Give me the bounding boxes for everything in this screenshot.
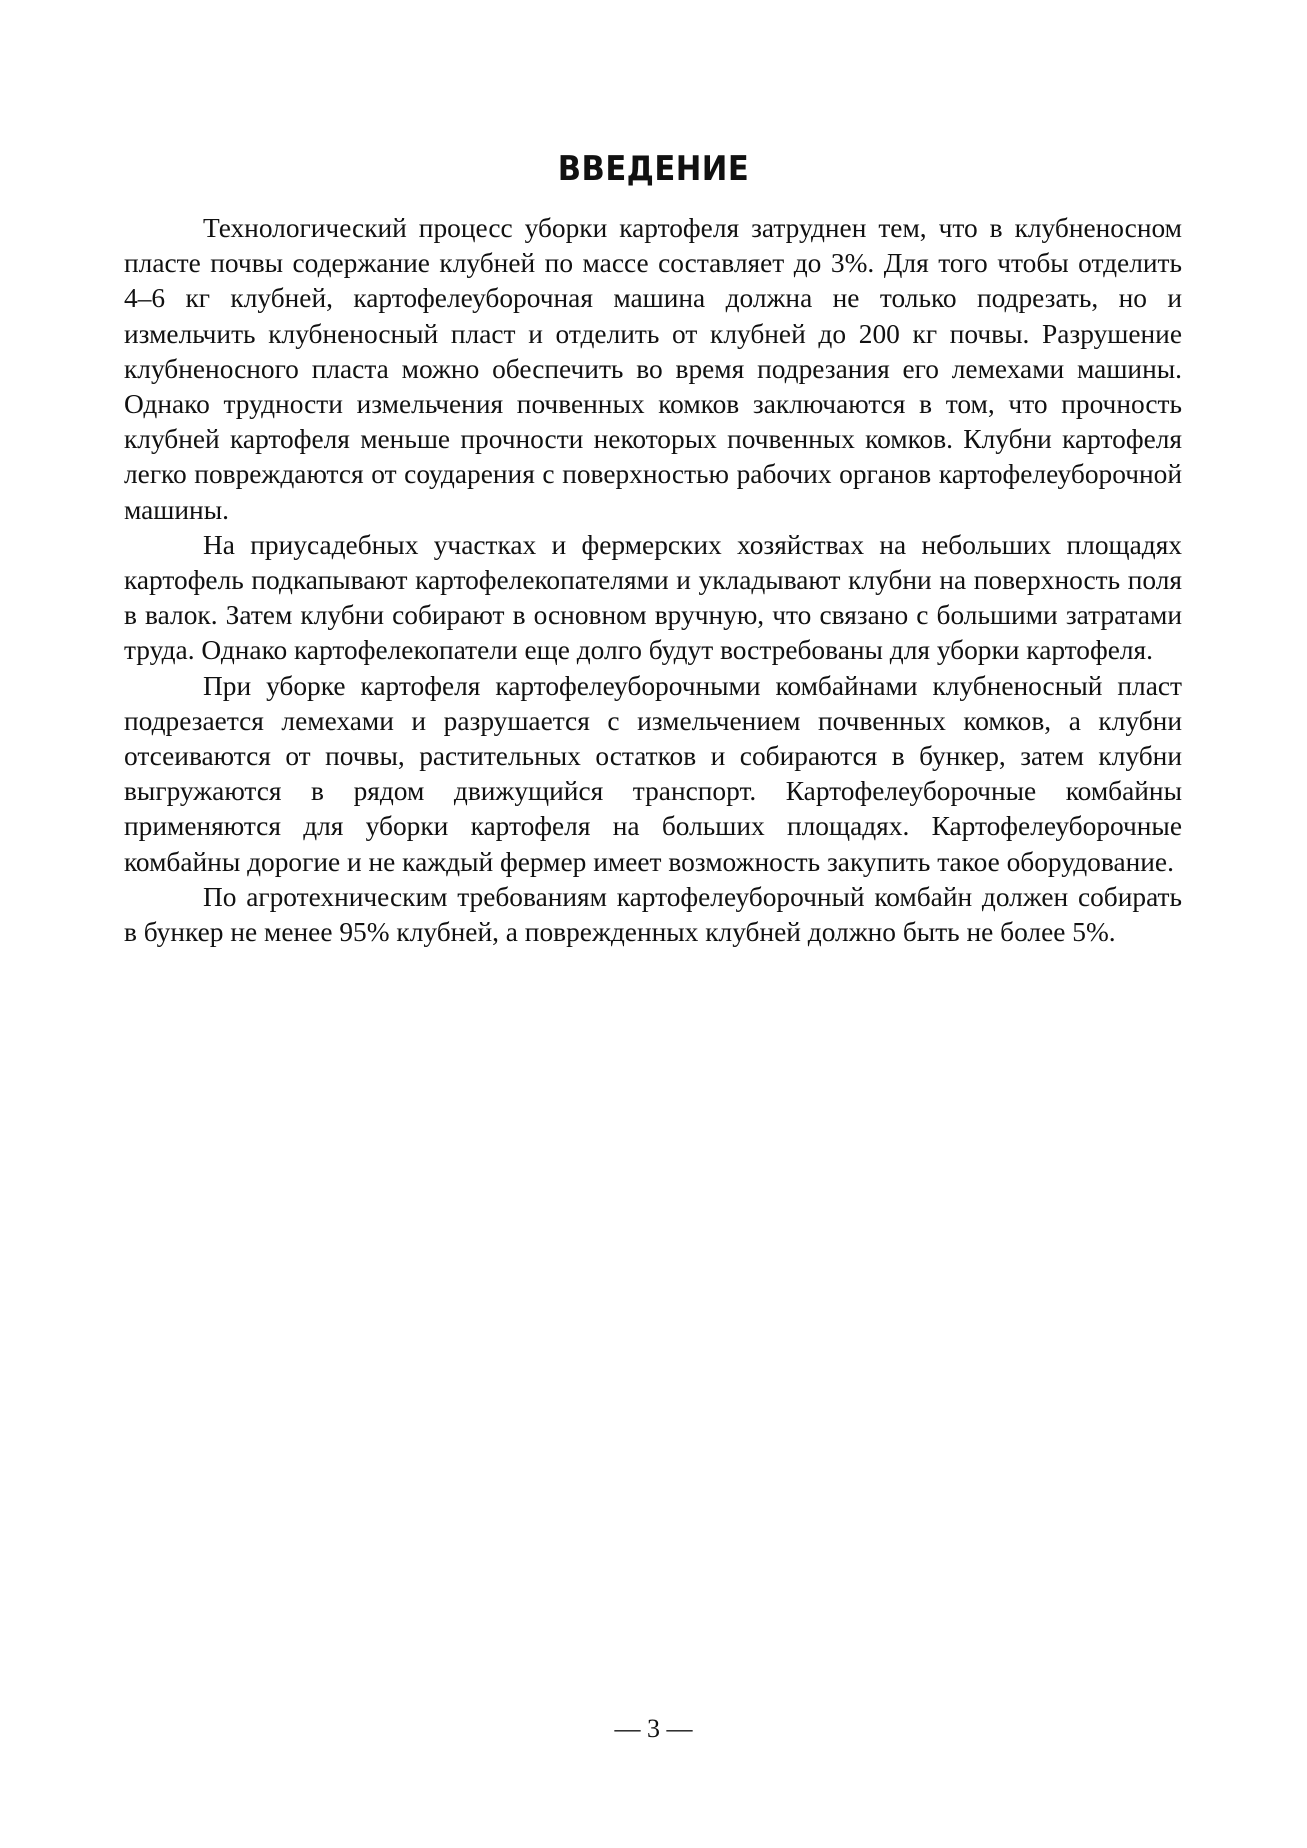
paragraph-4: По агротехническим требованиям картофелеуборочный комбайн должен собирать в бункер не менее 95% клубней, а поврежденных клубней должно быть не более 5%. (124, 881, 1182, 948)
body-text (124, 211, 1182, 950)
paragraph-2: На приусадебных участках и фермерских хозяйствах на небольших площадях картофель подкапывают картофелекопателями и укладывают клубни на поверхность поля в валок. Затем клубни собирают в основном вручную, что связано с большими затратами труда. Однако картофелекопатели еще долго будут востребованы для уборки картофеля. (124, 529, 1182, 666)
section-heading: ВВЕДЕНИЕ (557, 148, 750, 189)
paragraph-3: При уборке картофеля картофелеуборочными комбайнами клубненосный пласт подрезается лемехами и разрушается с измельчением почвенных комков, а клубни отсеиваются от почвы, растительных остатков и собираются в бункер, затем клубни выгружаются в рядом движущийся транспорт. Картофелеуборочные комбайны применяются для уборки картофеля на больших площадях. Картофелеуборочные комбайны дорогие и не каждый фермер имеет возможность закупить такое оборудование. (124, 670, 1182, 877)
page-number: — 3 — (614, 1714, 693, 1743)
paragraph-1: Технологический процесс уборки картофеля затруднен тем, что в клубненосном пласте почвы содержание клубней по массе составляет до 3%. Для того чтобы отделить 4–6 кг клубней, картофелеуборочная машина должна не только подрезать, но и измельчить клубненосный пласт и отделить от клубней до 200 кг почвы. Разрушение клубненосного пласта можно обеспечить во время подрезания его лемехами машины. Однако трудности измельчения почвенных комков заключаются в том, что прочность клубней картофеля меньше прочности некоторых почвенных комков. Клубни картофеля легко повреждаются от соударения с поверхностью рабочих органов картофелеуборочной машины. (124, 213, 1182, 525)
